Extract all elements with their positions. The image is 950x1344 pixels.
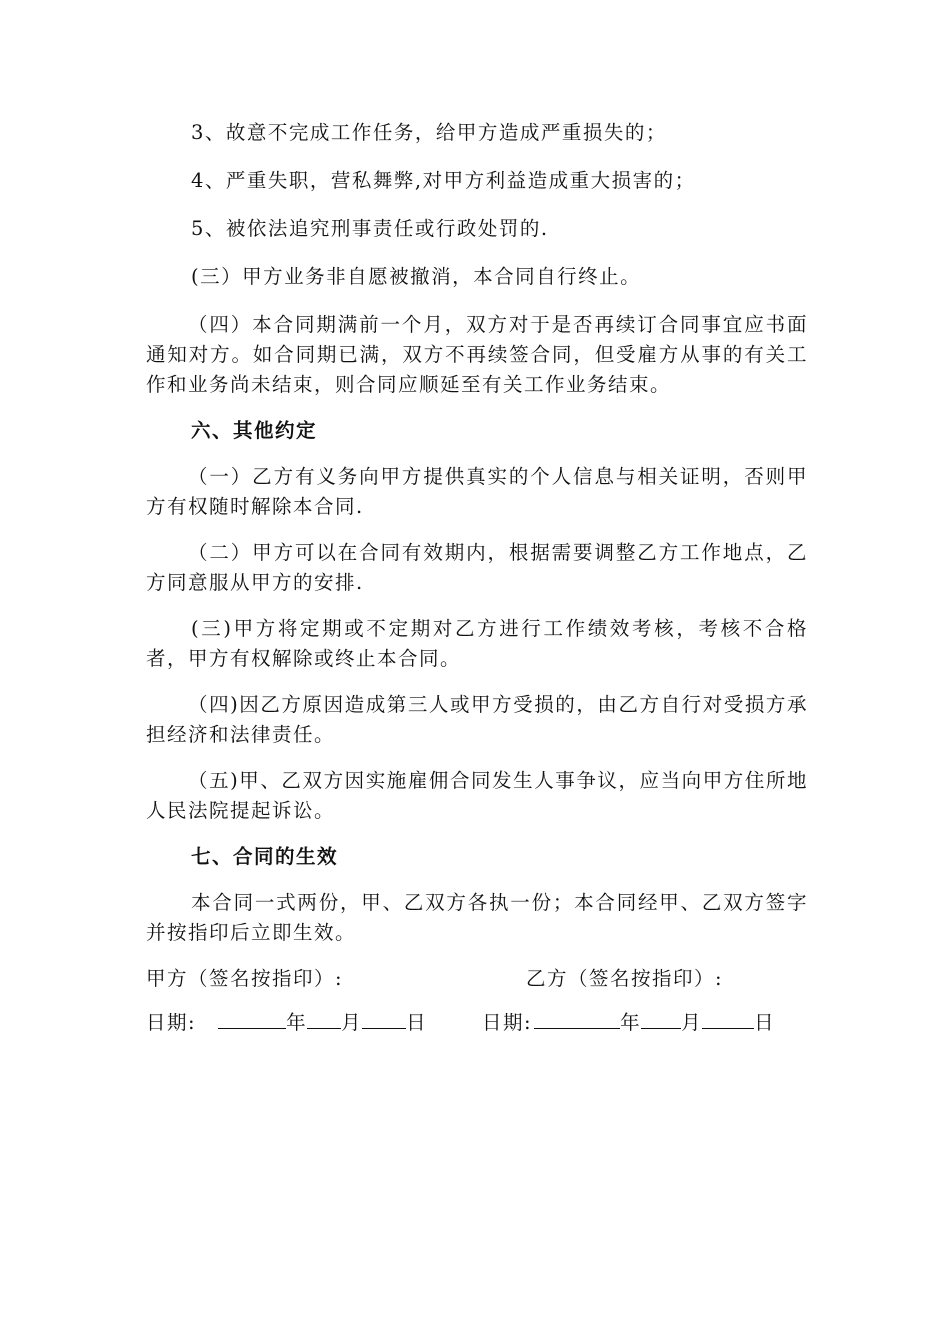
party-b-date [482,1008,775,1038]
section-6-paragraph-5: （五)甲、乙双方因实施雇佣合同发生人事争议，应当向甲方住所地人民法院提起诉讼。 [146,769,808,822]
day-label: 日 [406,1011,428,1034]
party-b-year-blank [534,1008,620,1029]
party-a-month-blank [307,1008,341,1029]
clause-renewal: （四）本合同期满前一个月，双方对于是否再续订合同事宜应书面通知对方。如合同期已满，双方不再续签合同，但受雇方从事的有关工作和业务尚未结束，则合同应顺延至有关工作业务结束。 [146,313,808,396]
clause-item-5: 5、被依法追究刑事责任或行政处罚的. [191,217,549,240]
party-b-day-blank [702,1008,754,1029]
section-6-paragraph-3: (三)甲方将定期或不定期对乙方进行工作绩效考核，考核不合格者，甲方有权解除或终止本合同。 [146,617,808,670]
section-6-heading: 六、其他约定 [191,419,318,442]
party-b-signature-label: 乙方（签名按指印）: [526,967,724,990]
month-label: 月 [681,1011,703,1034]
clause-item-3: 3、故意不完成工作任务，给甲方造成严重损失的； [191,121,667,144]
date-row [146,1008,808,1038]
party-a-day-blank [362,1008,406,1029]
day-label: 日 [754,1011,776,1034]
section-6-paragraph-1: （一）乙方有义务向甲方提供真实的个人信息与相关证明，否则甲方有权随时解除本合同. [146,465,808,518]
party-b-date-label: 日期: [482,1011,533,1034]
party-a-year-blank [218,1008,286,1029]
section-7-paragraph: 本合同一式两份，甲、乙双方各执一份；本合同经甲、乙双方签字并按指印后立即生效。 [146,891,808,944]
section-7-heading: 七、合同的生效 [191,845,339,868]
year-label: 年 [286,1011,308,1034]
clause-item-4: 4、严重失职，营私舞弊,对甲方利益造成重大损害的； [191,169,696,192]
year-label: 年 [620,1011,642,1034]
party-a-date-label: 日期: [146,1011,197,1034]
document-content [146,118,808,1038]
clause-termination: (三）甲方业务非自愿被撤消，本合同自行终止。 [191,265,642,288]
section-6-paragraph-4: （四)因乙方原因造成第三人或甲方受损的，由乙方自行对受损方承担经济和法律责任。 [146,693,808,746]
signature-row [146,964,808,994]
section-6-paragraph-2: （二）甲方可以在合同有效期内，根据需要调整乙方工作地点，乙方同意服从甲方的安排. [146,541,808,594]
party-a-date [146,1008,427,1038]
month-label: 月 [341,1011,363,1034]
party-b-month-blank [641,1008,681,1029]
party-a-signature-label: 甲方（签名按指印）: [146,967,344,990]
